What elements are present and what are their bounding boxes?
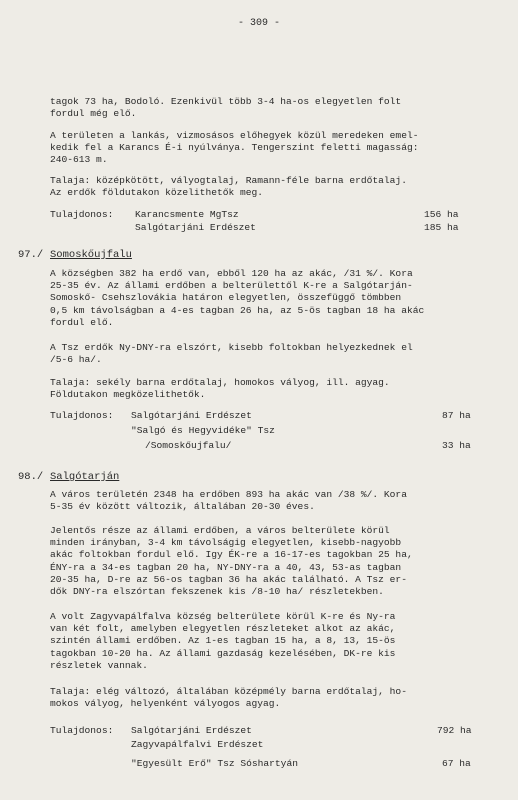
entry-number: 97./ xyxy=(18,249,44,261)
text-line: fordul elő. xyxy=(50,316,114,328)
text-line: szintén állami erdőben. Az 1-es tagban 15 ha, a 8, 13, 15-ös xyxy=(50,635,396,647)
text-line: részletek vannak. xyxy=(50,659,148,671)
owner-name: Salgótarjáni Erdészet xyxy=(131,725,252,736)
entry98-paragraph-2 xyxy=(50,525,413,598)
text-line: Talaja: középkötött, vályogtalaj, Ramann-féle barna erdőtalaj. xyxy=(50,175,407,186)
owner-name: "Egyesült Erő" Tsz Sóshartyán xyxy=(131,758,298,769)
text-line: Talaja: elég változó, általában középmély barna erdőtalaj, ho- xyxy=(50,686,407,697)
text-line: tagokban 10-20 ha. Az állami gazdaság kezelésében, DK-re kis xyxy=(50,647,396,659)
text-line: 0,5 km távolságban a 4-es tagban 26 ha, az 5-ös tagban 18 ha akác xyxy=(50,304,425,316)
text-line: mokos vályog, helyenként vályogos agyag. xyxy=(50,698,281,710)
text-line: dők DNY-ra elszórtan fekszenek kis /8-10 ha/ részletekben. xyxy=(50,586,384,598)
owners-label: Tulajdonos: xyxy=(50,410,114,421)
text-line: 20-35 ha, D-re az 56-os tagban 36 ha akác található. A Tsz er- xyxy=(50,573,407,585)
top-paragraph-1 xyxy=(50,96,401,120)
entry-title: Salgótarján xyxy=(50,471,120,483)
page-number: - 309 - xyxy=(237,18,280,29)
text-line: 240-613 m. xyxy=(50,154,108,166)
text-line: 25-35 év. Az állami erdőben a belterülettől K-re a Salgótarján- xyxy=(50,280,413,292)
entry-title: Somoskőujfalu xyxy=(50,249,132,261)
text-line: Az erdők földutakon közelithetők meg. xyxy=(50,187,264,199)
owner-name: Karancsmente MgTsz xyxy=(135,209,239,220)
owner-area: 156 ha xyxy=(424,209,459,220)
entry97-paragraph-2 xyxy=(50,342,413,366)
text-line: A város területén 2348 ha erdőben 893 ha akác van /38 %/. Kora xyxy=(50,489,407,500)
owner-name: Zagyvapálfalvi Erdészet xyxy=(131,739,264,750)
top-paragraph-3 xyxy=(50,175,407,199)
text-line: minden irányban, 3-4 km távolságig elegyetlen, kisebb-nagyobb xyxy=(50,537,402,549)
entry97-paragraph-3 xyxy=(50,377,390,401)
entry-number: 98./ xyxy=(18,471,44,483)
owner-area: 67 ha xyxy=(442,758,471,769)
owner-area: 33 ha xyxy=(442,440,471,451)
owner-name: /Somoskőujfalu/ xyxy=(145,440,232,451)
text-line: A területen a lankás, vizmosásos előhegyek közül meredeken emel- xyxy=(50,130,419,141)
top-paragraph-2 xyxy=(50,130,418,167)
text-line: van két folt, amelyben elegyetlen részleteket alkot az akác, xyxy=(50,623,396,635)
text-line: ÉNY-ra a 34-es tagban 20 ha, NY-DNY-ra a 40, 43, 53-as tagban xyxy=(50,561,402,573)
text-line: fordul még elő. xyxy=(50,108,137,120)
entry98-paragraph-4 xyxy=(50,686,407,710)
text-line: Talaja: sekély barna erdőtalaj, homokos vályog, ill. agyag. xyxy=(50,377,390,388)
text-line: kedik fel a Karancs É-i nyúlványa. Tengerszint feletti magasság: xyxy=(50,142,419,154)
text-line: Földutakon megközelithetők. xyxy=(50,389,206,401)
text-line: akác foltokban fordul elő. Igy ÉK-re a 16-17-es tagokban 25 ha, xyxy=(50,549,413,561)
entry98-paragraph-1 xyxy=(50,489,407,513)
owner-area: 87 ha xyxy=(442,410,471,421)
owners-label: Tulajdonos: xyxy=(50,209,114,220)
entry98-paragraph-3 xyxy=(50,611,395,672)
owner-area: 185 ha xyxy=(424,222,459,233)
text-line: /5-6 ha/. xyxy=(50,354,102,366)
owners-label: Tulajdonos: xyxy=(50,725,114,736)
owner-area: 792 ha xyxy=(437,725,472,736)
owner-name: Salgótarjáni Erdészet xyxy=(135,222,256,233)
text-line: Jelentős része az állami erdőben, a város belterülete körül xyxy=(50,525,390,536)
text-line: A Tsz erdők Ny-DNY-ra elszórt, kisebb foltokban helyezkednek el xyxy=(50,342,413,353)
owner-name: Salgótarjáni Erdészet xyxy=(131,410,252,421)
text-line: tagok 73 ha, Bodoló. Ezenkivül több 3-4 ha-os elegyetlen folt xyxy=(50,96,402,107)
text-line: A községben 382 ha erdő van, ebből 120 ha az akác, /31 %/. Kora xyxy=(50,268,413,279)
text-line: 5-35 év között változik, általában 20-30 éves. xyxy=(50,501,315,513)
text-line: A volt Zagyvapálfalva község belterülete körül K-re és Ny-ra xyxy=(50,611,396,622)
text-line: Somoskő- Csehszlovákia határon elegyetlen, összefüggő tömbben xyxy=(50,292,402,304)
entry97-paragraph-1 xyxy=(50,268,424,329)
owner-name: "Salgó és Hegyvidéke" Tsz xyxy=(131,425,275,436)
